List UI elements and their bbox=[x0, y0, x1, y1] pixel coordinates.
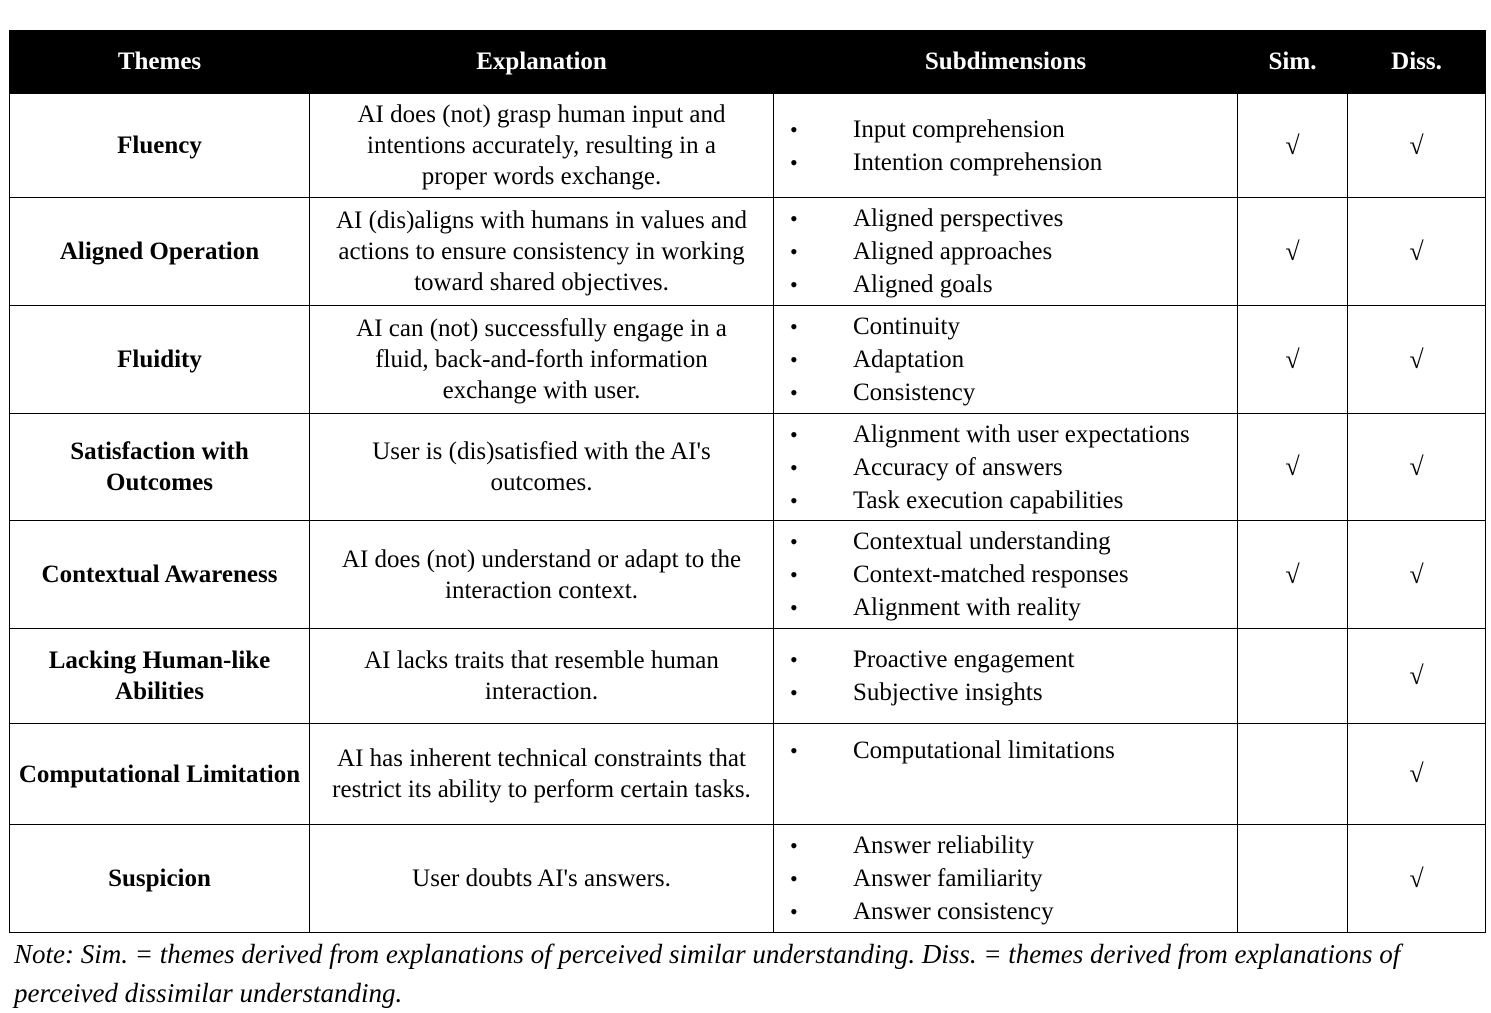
diss-check-cell: √ bbox=[1348, 724, 1486, 825]
subdimension-text: Task execution capabilities bbox=[853, 486, 1124, 514]
subdimension-item bbox=[774, 734, 1237, 767]
subdimension-text: Aligned perspectives bbox=[853, 205, 1064, 232]
subdimension-text: Answer familiarity bbox=[853, 865, 1043, 892]
bullet-icon: • bbox=[790, 833, 798, 858]
bullet-icon: • bbox=[790, 454, 798, 480]
subdimension-text: Intention comprehension bbox=[853, 148, 1103, 176]
sim-check-cell bbox=[1238, 724, 1348, 825]
subdimensions-list bbox=[774, 643, 1237, 709]
table-body bbox=[10, 94, 1486, 933]
theme-cell: Satisfaction with Outcomes bbox=[10, 414, 310, 521]
sim-check-cell: √ bbox=[1238, 198, 1348, 306]
subdimension-text: Answer consistency bbox=[853, 898, 1054, 925]
subdimension-text: Contextual understanding bbox=[853, 528, 1111, 555]
theme-cell: Aligned Operation bbox=[10, 198, 310, 306]
subdimension-text: Accuracy of answers bbox=[853, 453, 1063, 481]
subdimension-item bbox=[774, 829, 1237, 862]
table-row bbox=[10, 198, 1486, 306]
subdimension-text: Context-matched responses bbox=[853, 561, 1129, 588]
subdimensions-list bbox=[774, 202, 1237, 301]
theme-cell: Contextual Awareness bbox=[10, 521, 310, 629]
header-sim: Sim. bbox=[1238, 31, 1348, 94]
bullet-icon: • bbox=[790, 737, 798, 763]
table-row bbox=[10, 306, 1486, 414]
diss-check-cell: √ bbox=[1348, 306, 1486, 414]
subdimensions-list bbox=[774, 829, 1237, 928]
subdimension-item bbox=[774, 676, 1237, 709]
theme-cell: Lacking Human-like Abilities bbox=[10, 629, 310, 724]
diss-check-cell: √ bbox=[1348, 521, 1486, 629]
header-themes: Themes bbox=[10, 31, 310, 94]
subdimension-text: Input comprehension bbox=[853, 115, 1065, 143]
diss-check-cell: √ bbox=[1348, 414, 1486, 521]
sim-check-cell: √ bbox=[1238, 306, 1348, 414]
sim-check-cell bbox=[1238, 629, 1348, 724]
subdimension-text: Continuity bbox=[853, 313, 960, 340]
explanation-cell: AI does (not) grasp human input and intentions accurately, resulting in a proper words exchange. bbox=[310, 94, 774, 198]
bullet-icon: • bbox=[790, 899, 798, 924]
bullet-icon: • bbox=[790, 421, 798, 447]
bullet-icon: • bbox=[790, 487, 798, 513]
subdimension-text: Adaptation bbox=[853, 346, 965, 373]
header-diss: Diss. bbox=[1348, 31, 1486, 94]
bullet-icon: • bbox=[790, 116, 798, 142]
diss-check-cell: √ bbox=[1348, 198, 1486, 306]
subdimension-item bbox=[774, 525, 1237, 558]
themes-table bbox=[9, 30, 1486, 933]
subdimensions-list bbox=[774, 734, 1237, 767]
subdimensions-cell bbox=[774, 94, 1238, 198]
explanation-cell: AI has inherent technical constraints that restrict its ability to perform certain tasks. bbox=[310, 724, 774, 825]
bullet-icon: • bbox=[790, 347, 798, 372]
subdimensions-list bbox=[774, 418, 1237, 517]
subdimension-item bbox=[774, 113, 1237, 146]
sim-check-cell: √ bbox=[1238, 521, 1348, 629]
table-row bbox=[10, 724, 1486, 825]
subdimension-item bbox=[774, 235, 1237, 268]
explanation-cell: User is (dis)satisfied with the AI's outcomes. bbox=[310, 414, 774, 521]
explanation-cell: AI does (not) understand or adapt to the interaction context. bbox=[310, 521, 774, 629]
subdimensions-list bbox=[774, 113, 1237, 179]
subdimension-text: Answer reliability bbox=[853, 832, 1035, 859]
theme-cell: Suspicion bbox=[10, 825, 310, 933]
theme-cell: Fluency bbox=[10, 94, 310, 198]
bullet-icon: • bbox=[790, 314, 798, 339]
explanation-cell: User doubts AI's answers. bbox=[310, 825, 774, 933]
subdimension-item bbox=[774, 895, 1237, 928]
explanation-cell: AI (dis)aligns with humans in values and actions to ensure consistency in working toward shared objectives. bbox=[310, 198, 774, 306]
bullet-icon: • bbox=[790, 647, 798, 672]
subdimension-text: Subjective insights bbox=[853, 679, 1043, 706]
subdimension-text: Alignment with reality bbox=[853, 594, 1081, 621]
subdimensions-list bbox=[774, 525, 1237, 624]
diss-check-cell: √ bbox=[1348, 94, 1486, 198]
subdimension-item bbox=[774, 451, 1237, 484]
bullet-icon: • bbox=[790, 380, 798, 405]
bullet-icon: • bbox=[790, 529, 798, 554]
subdimension-text: Aligned approaches bbox=[853, 238, 1053, 265]
subdimension-text: Consistency bbox=[853, 379, 976, 406]
subdimension-item bbox=[774, 202, 1237, 235]
explanation-cell: AI lacks traits that resemble human interaction. bbox=[310, 629, 774, 724]
subdimensions-list bbox=[774, 310, 1237, 409]
diss-check-cell: √ bbox=[1348, 825, 1486, 933]
bullet-icon: • bbox=[790, 595, 798, 620]
subdimensions-cell bbox=[774, 724, 1238, 825]
table-note: Note: Sim. = themes derived from explanations of perceived similar understanding. Diss. = themes derived from explanations of perceived dissimilar understanding. bbox=[14, 939, 1401, 1008]
table-row bbox=[10, 521, 1486, 629]
subdimensions-cell bbox=[774, 414, 1238, 521]
sim-check-cell bbox=[1238, 825, 1348, 933]
subdimensions-cell bbox=[774, 825, 1238, 933]
sim-check-cell: √ bbox=[1238, 414, 1348, 521]
subdimension-item bbox=[774, 376, 1237, 409]
bullet-icon: • bbox=[790, 680, 798, 705]
subdimension-item bbox=[774, 343, 1237, 376]
bullet-icon: • bbox=[790, 149, 798, 175]
bullet-icon: • bbox=[790, 239, 798, 264]
subdimension-item bbox=[774, 484, 1237, 517]
theme-cell: Fluidity bbox=[10, 306, 310, 414]
bullet-icon: • bbox=[790, 206, 798, 231]
header-subdimensions: Subdimensions bbox=[774, 31, 1238, 94]
subdimension-text: Proactive engagement bbox=[853, 646, 1075, 673]
subdimensions-cell bbox=[774, 198, 1238, 306]
subdimensions-cell bbox=[774, 306, 1238, 414]
subdimension-item bbox=[774, 862, 1237, 895]
subdimension-item bbox=[774, 268, 1237, 301]
table-row bbox=[10, 414, 1486, 521]
bullet-icon: • bbox=[790, 866, 798, 891]
subdimension-text: Alignment with user expectations bbox=[853, 420, 1190, 448]
subdimensions-cell bbox=[774, 521, 1238, 629]
theme-cell: Computational Limitation bbox=[10, 724, 310, 825]
subdimension-item bbox=[774, 558, 1237, 591]
subdimension-item bbox=[774, 146, 1237, 179]
subdimension-item bbox=[774, 418, 1237, 451]
table-row bbox=[10, 94, 1486, 198]
subdimension-text: Aligned goals bbox=[853, 271, 993, 298]
bullet-icon: • bbox=[790, 562, 798, 587]
header-row bbox=[10, 31, 1486, 94]
subdimension-text: Computational limitations bbox=[853, 736, 1115, 764]
header-explanation: Explanation bbox=[310, 31, 774, 94]
diss-check-cell: √ bbox=[1348, 629, 1486, 724]
subdimension-item bbox=[774, 591, 1237, 624]
subdimension-item bbox=[774, 310, 1237, 343]
explanation-cell: AI can (not) successfully engage in a fluid, back-and-forth information exchange with user. bbox=[310, 306, 774, 414]
subdimension-item bbox=[774, 643, 1237, 676]
bullet-icon: • bbox=[790, 272, 798, 297]
table-row bbox=[10, 629, 1486, 724]
subdimensions-cell bbox=[774, 629, 1238, 724]
sim-check-cell: √ bbox=[1238, 94, 1348, 198]
table-row bbox=[10, 825, 1486, 933]
